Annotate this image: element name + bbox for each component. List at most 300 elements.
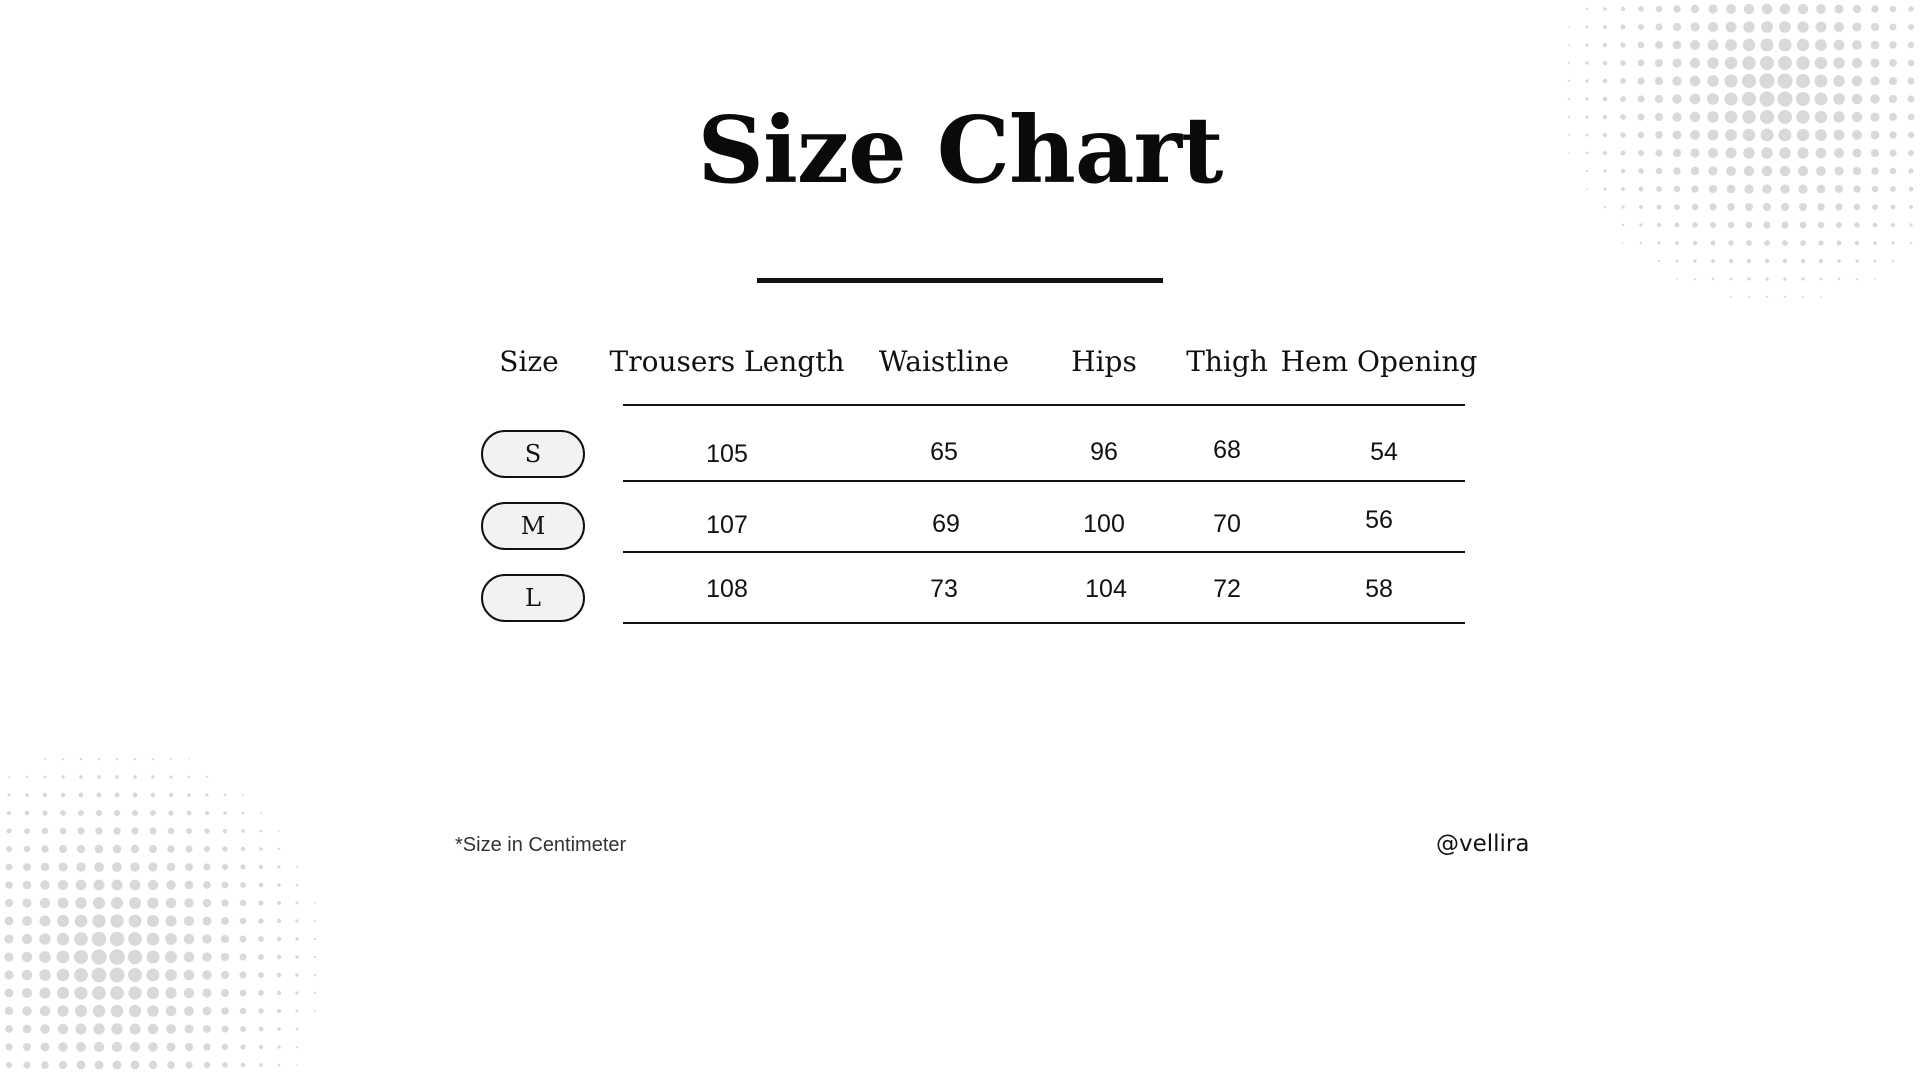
halftone-dot <box>76 1042 86 1052</box>
halftone-dot <box>39 969 51 981</box>
halftone-dot <box>1783 277 1786 280</box>
halftone-dot <box>1870 58 1879 67</box>
halftone-dot <box>169 793 173 797</box>
halftone-dot <box>95 827 102 834</box>
halftone-dot <box>1874 260 1877 263</box>
halftone-dot <box>5 1007 13 1015</box>
halftone-dot <box>1622 242 1624 244</box>
halftone-dot <box>184 952 195 963</box>
halftone-dot <box>57 1005 68 1016</box>
halftone-dot <box>1742 74 1756 88</box>
halftone-dot <box>1871 41 1880 50</box>
halftone-dot <box>223 811 227 815</box>
halftone-dot <box>1874 278 1876 280</box>
halftone-dot <box>4 970 13 979</box>
halftone-dot <box>75 1023 86 1034</box>
halftone-dot <box>167 1061 175 1069</box>
page-title: Size Chart <box>697 96 1223 204</box>
halftone-dot <box>131 1061 140 1070</box>
cell-m-trousers-length: 107 <box>706 511 748 539</box>
halftone-dot <box>277 991 282 996</box>
halftone-dot <box>23 1043 31 1051</box>
halftone-dot <box>1604 206 1606 208</box>
halftone-dot <box>1889 77 1897 85</box>
halftone-dot <box>184 988 194 998</box>
halftone-dot <box>1621 7 1626 12</box>
halftone-dot <box>131 845 139 853</box>
halftone-dot <box>150 828 157 835</box>
halftone-dot <box>188 776 191 779</box>
halftone-dot <box>57 969 70 982</box>
halftone-dot <box>1657 223 1661 227</box>
cell-s-hem-opening: 54 <box>1370 438 1398 466</box>
halftone-dot <box>277 1009 281 1013</box>
halftone-dot <box>147 915 159 927</box>
halftone-dot <box>1674 204 1680 210</box>
halftone-dot <box>128 986 141 999</box>
halftone-dot <box>1712 278 1715 281</box>
halftone-dot <box>1908 6 1913 11</box>
halftone-dot <box>1852 76 1863 87</box>
halftone-dot <box>110 914 123 927</box>
halftone-dot <box>1585 43 1588 46</box>
halftone-dot <box>277 865 280 868</box>
halftone-dot <box>147 1005 159 1017</box>
halftone-dot <box>184 898 194 908</box>
halftone-dot <box>242 794 244 796</box>
size-badge-s: S <box>481 430 585 478</box>
cell-m-thigh: 70 <box>1213 510 1241 538</box>
halftone-dot <box>76 880 87 891</box>
halftone-dot <box>1744 4 1754 14</box>
halftone-dot <box>58 862 67 871</box>
halftone-dot <box>1708 4 1717 13</box>
halftone-dot <box>1908 42 1914 48</box>
halftone-dot <box>258 918 264 924</box>
halftone-dot <box>75 1005 87 1017</box>
halftone-dot <box>1817 203 1825 211</box>
halftone-dot <box>1819 259 1823 263</box>
halftone-dot <box>25 811 30 816</box>
halftone-dot <box>24 828 30 834</box>
halftone-dot <box>1747 277 1750 280</box>
halftone-dot <box>187 811 192 816</box>
halftone-dot <box>241 829 245 833</box>
halftone-dot <box>170 758 172 760</box>
halftone-dot <box>75 897 87 909</box>
halftone-dot <box>1818 240 1823 245</box>
halftone-dot <box>186 846 193 853</box>
halftone-dot <box>1675 241 1679 245</box>
halftone-dot <box>1838 278 1841 281</box>
halftone-dot <box>296 902 299 905</box>
halftone-dot <box>203 881 211 889</box>
halftone-dot <box>1694 278 1696 280</box>
halftone-dot <box>240 1008 247 1015</box>
halftone-dot <box>203 899 212 908</box>
halftone-dot <box>40 880 49 889</box>
halftone-dot <box>1815 39 1827 51</box>
halftone-dot <box>151 793 156 798</box>
halftone-dot <box>1761 39 1774 52</box>
halftone-dot <box>1672 76 1681 85</box>
halftone-dot <box>22 1006 32 1016</box>
halftone-dot <box>1568 62 1570 64</box>
halftone-dot <box>1676 278 1678 280</box>
halftone-dot <box>133 775 137 779</box>
halftone-dot <box>4 952 13 961</box>
halftone-dot <box>1708 22 1718 32</box>
halftone-dot <box>23 863 31 871</box>
halftone-dot <box>1673 23 1681 31</box>
halftone-dot <box>23 881 32 890</box>
halftone-dot <box>61 775 64 778</box>
halftone-dot <box>202 934 211 943</box>
halftone-dot <box>1852 58 1862 68</box>
halftone-dot <box>112 862 122 872</box>
halftone-dot <box>134 758 137 761</box>
halftone-dot <box>116 758 119 761</box>
halftone-dot <box>128 968 142 982</box>
halftone-dot <box>1585 79 1588 82</box>
halftone-dot <box>1640 242 1642 244</box>
halftone-dot <box>1837 241 1842 246</box>
halftone-dot <box>5 899 13 907</box>
halftone-dot <box>1837 259 1841 263</box>
halftone-dot <box>42 810 47 815</box>
halftone-dot <box>187 793 191 797</box>
halftone-dot <box>241 847 245 851</box>
column-header-size: Size <box>499 345 559 378</box>
halftone-dot <box>40 1024 50 1034</box>
halftone-dot <box>240 918 247 925</box>
halftone-dot <box>167 1043 176 1052</box>
halftone-dot <box>277 883 281 887</box>
halftone-dot <box>1780 4 1791 15</box>
halftone-dot <box>5 1025 13 1033</box>
halftone-dot <box>184 916 194 926</box>
halftone-dot <box>258 990 264 996</box>
halftone-dot <box>146 950 159 963</box>
halftone-dot <box>110 968 125 983</box>
halftone-dot <box>204 828 209 833</box>
halftone-dot <box>202 952 212 962</box>
halftone-dot <box>1675 223 1680 228</box>
halftone-dot <box>166 880 176 890</box>
halftone-dot <box>58 1024 68 1034</box>
halftone-dot <box>221 1007 229 1015</box>
halftone-dot <box>1799 203 1807 211</box>
halftone-dot <box>222 882 229 889</box>
halftone-dot <box>57 897 68 908</box>
halftone-dot <box>241 1063 246 1068</box>
halftone-dot <box>94 1042 104 1052</box>
halftone-dot <box>74 986 87 999</box>
halftone-dot <box>23 1061 30 1068</box>
halftone-dot <box>1656 6 1663 13</box>
halftone-dot <box>111 1005 124 1018</box>
halftone-dot <box>240 864 245 869</box>
title-underline <box>757 278 1163 283</box>
halftone-dot <box>44 758 46 760</box>
halftone-dot <box>1692 222 1698 228</box>
halftone-dot <box>42 828 48 834</box>
halftone-dot <box>147 987 159 999</box>
halftone-dot <box>1819 277 1822 280</box>
halftone-dot <box>96 810 102 816</box>
halftone-dot <box>57 987 69 999</box>
halftone-dot <box>6 864 13 871</box>
halftone-dot <box>1833 57 1844 68</box>
halftone-dot <box>94 862 104 872</box>
halftone-dot <box>1871 5 1878 12</box>
halftone-dot <box>240 1044 245 1049</box>
halftone-dot <box>93 1005 106 1018</box>
halftone-dot <box>77 845 85 853</box>
column-header-hips: Hips <box>1071 345 1137 378</box>
row-divider-m <box>623 551 1465 553</box>
halftone-dot <box>259 1027 264 1032</box>
halftone-dot <box>1638 60 1645 67</box>
halftone-dot <box>202 916 211 925</box>
halftone-dot <box>1818 222 1825 229</box>
cell-s-trousers-length: 105 <box>706 440 748 468</box>
halftone-dot <box>109 949 125 965</box>
halftone-dot <box>147 933 160 946</box>
halftone-dot <box>1890 6 1896 12</box>
halftone-dot <box>22 934 32 944</box>
halftone-dot <box>1655 59 1663 67</box>
halftone-dot <box>5 917 14 926</box>
halftone-dot <box>1908 60 1915 67</box>
header-divider <box>623 404 1465 406</box>
halftone-dot <box>1690 22 1699 31</box>
halftone-dot <box>112 1042 122 1052</box>
size-badge-m: M <box>481 502 585 550</box>
halftone-dot <box>165 915 176 926</box>
cell-m-waistline: 69 <box>932 510 960 538</box>
halftone-dot <box>166 1006 177 1017</box>
halftone-dot <box>240 882 246 888</box>
halftone-dot <box>74 950 88 964</box>
halftone-dot <box>1603 61 1608 66</box>
halftone-dot <box>296 1028 299 1031</box>
halftone-dot <box>1759 73 1774 88</box>
halftone-dot <box>22 988 32 998</box>
halftone-dot <box>1655 77 1663 85</box>
halftone-dot <box>1836 222 1842 228</box>
halftone-dot <box>57 933 70 946</box>
halftone-dot <box>97 793 102 798</box>
halftone-dot <box>1603 79 1608 84</box>
halftone-dot <box>59 1061 67 1069</box>
halftone-dot <box>259 847 263 851</box>
halftone-dot <box>41 1061 49 1069</box>
halftone-dot <box>1820 296 1822 298</box>
halftone-dot <box>77 1061 86 1070</box>
halftone-dot <box>129 1005 141 1017</box>
halftone-dot <box>1852 40 1862 50</box>
halftone-dot <box>184 970 195 981</box>
halftone-dot <box>239 971 246 978</box>
halftone-dot <box>221 935 229 943</box>
halftone-dot <box>185 863 193 871</box>
halftone-dot <box>130 862 140 872</box>
halftone-dot <box>242 812 245 815</box>
halftone-dot <box>1801 277 1804 280</box>
halftone-dot <box>1742 56 1756 70</box>
halftone-dot <box>221 1025 228 1032</box>
halftone-dot <box>278 830 280 832</box>
halftone-dot <box>7 811 11 815</box>
halftone-dot <box>206 776 208 778</box>
halftone-dot <box>25 793 29 797</box>
halftone-dot <box>1797 39 1809 51</box>
halftone-dot <box>1910 242 1912 244</box>
halftone-dot <box>92 986 106 1000</box>
halftone-dot <box>74 968 88 982</box>
halftone-dot <box>221 917 229 925</box>
halftone-dot <box>41 1043 50 1052</box>
halftone-dot <box>94 880 105 891</box>
halftone-dot <box>1672 58 1681 67</box>
halftone-dot <box>98 758 101 761</box>
halftone-dot <box>165 951 177 963</box>
halftone-dot <box>1784 296 1786 298</box>
halftone-dot <box>295 1009 298 1012</box>
halftone-pattern-bottom-left <box>0 750 340 1080</box>
cell-l-hem-opening: 58 <box>1365 575 1393 603</box>
halftone-dot <box>165 987 176 998</box>
halftone-dot <box>221 971 229 979</box>
halftone-dot <box>1690 58 1700 68</box>
halftone-dot <box>5 881 13 889</box>
halftone-dot <box>1620 60 1626 66</box>
halftone-dot <box>222 864 228 870</box>
halftone-dot <box>62 758 64 760</box>
halftone-dot <box>1796 56 1809 69</box>
halftone-dot <box>1872 204 1878 210</box>
halftone-dot <box>296 1046 298 1048</box>
halftone-dot <box>152 758 154 760</box>
halftone-dot <box>1727 203 1735 211</box>
halftone-dot <box>1889 23 1896 30</box>
halftone-dot <box>295 937 298 940</box>
halftone-dot <box>1707 75 1719 87</box>
halftone-dot <box>295 991 298 994</box>
halftone-dot <box>1853 5 1861 13</box>
halftone-dot <box>277 973 282 978</box>
halftone-dot <box>1725 39 1737 51</box>
halftone-dot <box>91 949 106 964</box>
halftone-dot <box>277 1045 280 1048</box>
halftone-dot <box>92 914 105 927</box>
halftone-dot <box>314 956 316 958</box>
halftone-dot <box>277 955 282 960</box>
halftone-dot <box>295 919 298 922</box>
halftone-dot <box>1909 223 1912 226</box>
halftone-dot <box>40 916 51 927</box>
halftone-dot <box>1621 205 1624 208</box>
halftone-dot <box>57 951 70 964</box>
halftone-dot <box>78 810 84 816</box>
halftone-dot <box>39 951 51 963</box>
halftone-dot <box>1620 24 1625 29</box>
halftone-dot <box>1873 241 1877 245</box>
halftone-dot <box>129 897 141 909</box>
cell-s-hips: 96 <box>1090 438 1118 466</box>
halftone-dot <box>151 775 154 778</box>
halftone-dot <box>22 970 32 980</box>
halftone-dot <box>205 811 209 815</box>
halftone-dot <box>1800 222 1807 229</box>
halftone-dot <box>1855 259 1858 262</box>
halftone-dot <box>75 915 88 928</box>
halftone-dot <box>314 938 316 940</box>
halftone-dot <box>41 863 49 871</box>
halftone-dot <box>1854 222 1859 227</box>
halftone-dot <box>1620 78 1626 84</box>
halftone-dot <box>1693 259 1696 262</box>
halftone-dot <box>113 845 122 854</box>
halftone-dot <box>186 828 192 834</box>
halftone-dot <box>1655 23 1662 30</box>
halftone-dot <box>24 846 31 853</box>
halftone-dot <box>1638 42 1645 49</box>
halftone-dot <box>1585 61 1588 64</box>
halftone-dot <box>1622 224 1624 226</box>
halftone-dot <box>130 1042 140 1052</box>
halftone-dot <box>5 989 14 998</box>
halftone-dot <box>1802 296 1804 298</box>
halftone-dot <box>57 915 69 927</box>
halftone-dot <box>1568 26 1570 28</box>
halftone-dot <box>114 810 120 816</box>
halftone-dot <box>93 1023 104 1034</box>
halftone-dot <box>111 897 123 909</box>
halftone-dot <box>165 969 177 981</box>
halftone-dot <box>1765 259 1770 264</box>
halftone-dot <box>80 758 82 760</box>
halftone-dot <box>1639 223 1642 226</box>
halftone-dot <box>277 937 282 942</box>
halftone-dot <box>1673 41 1682 50</box>
halftone-dot <box>1693 241 1697 245</box>
halftone-dot <box>95 1061 104 1070</box>
halftone-dot <box>240 900 246 906</box>
halftone-dot <box>1726 22 1737 33</box>
halftone-dot <box>314 902 316 904</box>
cell-l-waistline: 73 <box>930 575 958 603</box>
halftone-dot <box>39 987 50 998</box>
halftone-dot <box>258 954 264 960</box>
halftone-dot <box>1909 205 1913 209</box>
halftone-dot <box>223 829 227 833</box>
halftone-dot <box>1889 59 1897 67</box>
halftone-dot <box>61 793 66 798</box>
halftone-dot <box>1761 21 1773 33</box>
halftone-dot <box>258 1008 263 1013</box>
halftone-dot <box>1854 204 1860 210</box>
halftone-dot <box>296 1064 298 1066</box>
halftone-dot <box>40 1006 51 1017</box>
cell-l-thigh: 72 <box>1213 575 1241 603</box>
halftone-dot <box>314 992 316 994</box>
halftone-dot <box>23 1025 32 1034</box>
cell-m-hem-opening: 56 <box>1365 506 1393 534</box>
halftone-dot <box>221 953 229 961</box>
cell-s-waistline: 65 <box>930 438 958 466</box>
